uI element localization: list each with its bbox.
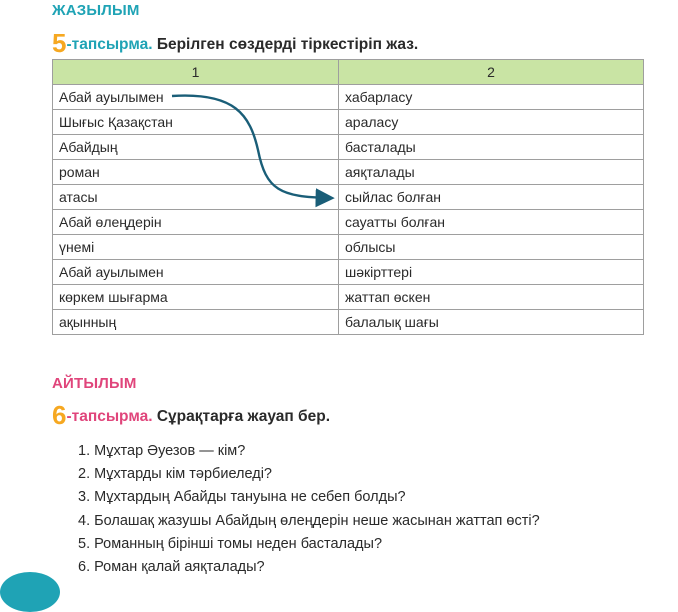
table-row bbox=[53, 185, 644, 210]
task-5-line bbox=[52, 28, 418, 59]
column-header-1: 1 bbox=[53, 60, 339, 85]
table-cell-right: сыйлас болған bbox=[339, 185, 644, 210]
table-row bbox=[53, 260, 644, 285]
table-cell-left: роман bbox=[53, 160, 339, 185]
table-cell-right: облысы bbox=[339, 235, 644, 260]
table-cell-right: басталады bbox=[339, 135, 644, 160]
table-row bbox=[53, 110, 644, 135]
table-cell-right: балалық шағы bbox=[339, 310, 644, 335]
task-5-text: Берілген сөздерді тіркестіріп жаз. bbox=[156, 36, 419, 53]
table-header-row bbox=[53, 60, 644, 85]
task-6-line bbox=[52, 400, 330, 431]
list-item: 1. Мұхтар Әуезов — кім? bbox=[78, 443, 246, 459]
task-6-word: -тапсырма. bbox=[66, 408, 153, 425]
table-row bbox=[53, 235, 644, 260]
table-cell-right: аяқталады bbox=[339, 160, 644, 185]
table-cell-right: жаттап өскен bbox=[339, 285, 644, 310]
table-row bbox=[53, 160, 644, 185]
table-row bbox=[53, 310, 644, 335]
list-item: 2. Мұхтарды кім тәрбиеледі? bbox=[78, 466, 272, 483]
list-item: 6. Роман қалай аяқталады? bbox=[78, 559, 265, 576]
page-corner-badge bbox=[0, 572, 60, 612]
list-item: 5. Романның бірінші томы неден басталады? bbox=[78, 535, 383, 552]
list-item: 3. Мұхтардың Абайды тануына не себеп болды? bbox=[78, 489, 406, 506]
table-cell-right: шәкірттері bbox=[339, 260, 644, 285]
table-cell-left: көркем шығарма bbox=[53, 285, 339, 310]
column-header-2: 2 bbox=[339, 60, 644, 85]
table-row bbox=[53, 285, 644, 310]
table-cell-left: Абай өлеңдерін bbox=[53, 210, 339, 235]
table-cell-left: Абай ауылымен bbox=[53, 85, 339, 110]
task-6-number: 6 bbox=[52, 400, 67, 430]
table-cell-left: Абай ауылымен bbox=[53, 260, 339, 285]
speaking-heading: АЙТЫЛЫМ bbox=[52, 375, 137, 392]
table-row bbox=[53, 210, 644, 235]
table-row bbox=[53, 85, 644, 110]
table-cell-left: ақынның bbox=[53, 310, 339, 335]
list-item: 4. Болашақ жазушы Абайдың өлеңдерін неше жасынан жаттап өсті? bbox=[78, 512, 540, 529]
table-cell-left: атасы bbox=[53, 185, 339, 210]
table-cell-left: үнемі bbox=[53, 235, 339, 260]
table-cell-right: сауатты болған bbox=[339, 210, 644, 235]
table-cell-right: хабарласу bbox=[339, 85, 644, 110]
matching-table bbox=[52, 59, 644, 335]
table-cell-right: араласу bbox=[339, 110, 644, 135]
question-list bbox=[78, 440, 540, 579]
writing-heading: ЖАЗЫЛЫМ bbox=[52, 2, 140, 19]
task-6-text: Сұрақтарға жауап бер. bbox=[156, 408, 331, 425]
task-5-word: -тапсырма. bbox=[66, 36, 153, 53]
table-row bbox=[53, 135, 644, 160]
task-5-number: 5 bbox=[52, 28, 67, 58]
table-cell-left: Шығыс Қазақстан bbox=[53, 110, 339, 135]
table-cell-left: Абайдың bbox=[53, 135, 339, 160]
